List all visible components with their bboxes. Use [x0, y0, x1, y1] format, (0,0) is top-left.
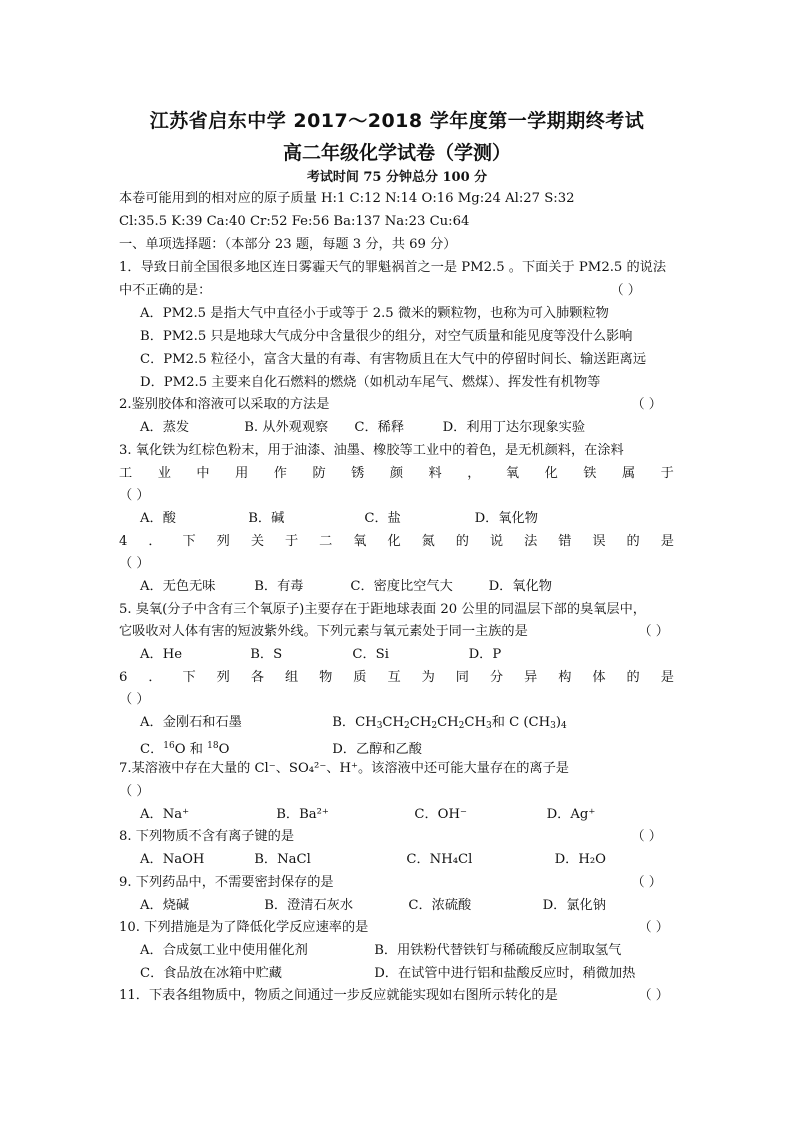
q9-options	[140, 897, 680, 915]
q6-option-c: C．$^{16}$O 和 $^{18}$O	[140, 741, 230, 757]
q8-option-a: A．NaOH	[140, 852, 205, 867]
q6-word: 异	[524, 670, 538, 685]
q5-stem-line-2	[119, 623, 679, 641]
q3-word: 业	[157, 466, 171, 481]
q7-option-c: C．OH⁻	[414, 807, 467, 822]
q6-word: 组	[284, 670, 299, 685]
q6-word: 物	[319, 670, 333, 685]
q6-options-row-2	[140, 737, 680, 759]
q3-word: 防	[312, 466, 326, 481]
q6-option-d: D．乙醇和乙酸	[332, 742, 422, 757]
q6-word: 分	[489, 670, 504, 685]
q8-options	[140, 851, 680, 869]
q9-option-a: A．烧碱	[140, 898, 190, 913]
q4-word: 化	[387, 534, 401, 549]
q4-word: 二	[319, 534, 333, 549]
q8-option-b: B．NaCl	[254, 852, 311, 867]
q4-answer-paren: （ ）	[119, 556, 150, 571]
q9-answer-paren: （ ）	[631, 875, 662, 890]
q5-stem-text: 它吸收对人体有害的短波紫外线。下列元素与氧元素处于同一主族的是	[119, 624, 528, 639]
q3-option-a: A．酸	[140, 511, 176, 526]
q5-option-d: D．P	[468, 647, 502, 662]
q1-option-b: B．PM2.5 只是地球大气成分中含量很少的组分，对空气质量和能见度等没什么影响	[140, 329, 633, 344]
q9-option-c: C．浓硫酸	[408, 898, 472, 913]
q9-stem-text: 9. 下列药品中，不需要密封保存的是	[119, 875, 334, 890]
q8-answer-paren: （ ）	[631, 829, 662, 844]
q2-stem-text: 2.鉴别胶体和溶液可以采取的方法是	[119, 397, 330, 412]
q3-word: 颜	[389, 466, 403, 481]
q4-word: ．	[148, 534, 162, 549]
q4-word: 4	[119, 534, 128, 549]
q11-stem-text: 11．下表各组物质中，物质之间通过一步反应就能实现如右图所示转化的是	[119, 988, 558, 1003]
q4-word: 于	[284, 534, 299, 549]
q2-option-a: A．蒸发	[140, 420, 190, 435]
exam-subtitle: 高二年级化学试卷（学测）	[282, 142, 511, 164]
q10-option-c: C．食品放在冰箱中贮藏	[140, 966, 282, 981]
q6-options-row-1	[140, 714, 680, 735]
q1-stem-line-2	[119, 282, 679, 300]
q4-word: 误	[592, 534, 606, 549]
q10-answer-paren: （ ）	[638, 920, 669, 935]
q3-word: ，	[467, 466, 481, 481]
q3-option-c: C．盐	[364, 511, 401, 526]
q3-word: 属	[621, 466, 636, 481]
q3-options	[140, 510, 680, 528]
q5-option-a: A．He	[140, 647, 183, 662]
q6-word: 列	[216, 670, 230, 685]
q6-word: 的	[626, 670, 640, 685]
q7-answer-paren: （ ）	[119, 784, 150, 799]
q4-word: 错	[558, 534, 572, 549]
q2-option-b: B. 从外观观察	[244, 420, 329, 435]
q10-stem-line	[119, 919, 679, 937]
q4-word: 的	[455, 534, 469, 549]
q4-option-b: B．有毒	[254, 579, 304, 594]
q6-word: 同	[455, 670, 469, 685]
q6-word: 下	[182, 670, 196, 685]
q6-word: 构	[558, 670, 572, 685]
q6-word: 体	[592, 670, 606, 685]
q11-stem-line	[119, 987, 679, 1005]
q8-stem-line	[119, 828, 679, 846]
q4-options	[140, 578, 680, 596]
q1-stem-text: 中不正确的是：	[119, 283, 212, 298]
q4-word: 是	[660, 534, 674, 549]
q6-option-b: B．$CH_3CH_2CH_2CH_2CH_3$和 C $(CH_3)_4$	[332, 715, 567, 731]
q6-word: 是	[660, 670, 674, 685]
q8-option-d: D．H₂O	[554, 852, 606, 867]
q6-word: ．	[148, 670, 162, 685]
q3-word: 氧	[505, 466, 520, 481]
q6-word: 各	[250, 670, 265, 685]
q2-option-d: D．利用丁达尔现象实验	[442, 420, 586, 435]
q3-word: 化	[544, 466, 558, 481]
q7-option-a: A．Na⁺	[140, 807, 190, 822]
q4-word: 的	[626, 534, 640, 549]
q10-stem-text: 10. 下列措施是为了降低化学反应速率的是	[119, 920, 369, 935]
section-heading: 一、单项选择题：（本部分 23 题，每题 3 分，共 69 分）	[119, 237, 457, 252]
q6-option-a: A．金刚石和石墨	[140, 715, 242, 730]
exam-time-score: 考试时间 75 分钟总分 100 分	[306, 170, 488, 185]
q3-word: 料	[428, 466, 442, 481]
q3-option-d: D．氧化物	[474, 511, 538, 526]
q5-option-c: C．Si	[352, 647, 389, 662]
q6-word: 质	[353, 670, 367, 685]
q3-word: 铁	[583, 466, 597, 481]
q4-stem-line	[119, 533, 674, 551]
q4-option-c: C．密度比空气大	[350, 579, 453, 594]
q4-option-d: D．氧化物	[488, 579, 552, 594]
q7-stem-line: 7.某溶液中存在大量的 Cl⁻、SO₄²⁻、H⁺。该溶液中还可能大量存在的离子是	[119, 761, 569, 776]
q9-stem-line	[119, 874, 679, 892]
q3-stem-line-2	[119, 465, 674, 483]
q2-options	[140, 419, 680, 437]
q8-option-c: C．NH₄Cl	[406, 852, 473, 867]
q6-word: 6	[119, 670, 128, 685]
q5-option-b: B．S	[250, 647, 283, 662]
q4-word: 下	[182, 534, 196, 549]
q3-stem-line-1: 3. 氧化铁为红棕色粉末，用于油漆、油墨、橡胶等工业中的着色，是无机颜料，在涂料	[119, 443, 624, 458]
q3-word: 作	[273, 466, 287, 481]
q4-word: 法	[524, 534, 538, 549]
q6-word: 互	[387, 670, 401, 685]
q5-answer-paren: （ ）	[638, 624, 669, 639]
q2-answer-paren: （ ）	[631, 397, 662, 412]
q11-answer-paren: （ ）	[638, 988, 669, 1003]
q6-answer-paren: （ ）	[119, 692, 150, 707]
q10-options-row-1	[140, 942, 680, 960]
q4-word: 说	[489, 534, 504, 549]
q3-answer-paren: （ ）	[119, 488, 150, 503]
q1-option-a: A．PM2.5 是指大气中直径小于或等于 2.5 微米的颗粒物，也称为可入肺颗粒物	[140, 306, 609, 321]
q5-options	[140, 646, 680, 664]
q8-stem-text: 8. 下列物质不含有离子键的是	[119, 829, 295, 844]
q2-option-c: C．稀释	[354, 420, 405, 435]
q3-word: 锈	[351, 466, 365, 481]
exam-title: 江苏省启东中学 2017～2018 学年度第一学期期终考试	[149, 110, 645, 132]
q7-option-b: B．Ba²⁺	[276, 807, 329, 822]
q10-option-d: D．在试管中进行铝和盐酸反应时，稍微加热	[374, 966, 636, 981]
q3-word: 用	[235, 466, 249, 481]
q1-stem-line-1: 1．导致日前全国很多地区连日雾霾天气的罪魁祸首之一是 PM2.5 。下面关于 PM2.5 的说法	[119, 260, 667, 275]
q4-word: 氧	[353, 534, 367, 549]
q4-option-a: A．无色无味	[140, 579, 216, 594]
q3-word: 于	[660, 466, 674, 481]
q6-word: 为	[421, 670, 435, 685]
q10-option-a: A．合成氨工业中使用催化剂	[140, 943, 308, 958]
q3-word: 中	[196, 466, 210, 481]
q4-word: 关	[250, 534, 265, 549]
q4-word: 氮	[421, 534, 435, 549]
q7-options	[140, 806, 680, 824]
q7-option-d: D．Ag⁺	[546, 807, 596, 822]
q10-options-row-2	[140, 965, 680, 983]
q10-option-b: B．用铁粉代替铁钉与稀硫酸反应制取氢气	[374, 943, 622, 958]
q1-option-d: D．PM2.5 主要来自化石燃料的燃烧（如机动车尾气、燃煤）、挥发性有机物等	[140, 375, 601, 390]
q3-word: 工	[119, 466, 133, 481]
q6-stem-line	[119, 669, 674, 687]
q1-answer-paren: （ ）	[610, 283, 641, 298]
q4-word: 列	[216, 534, 230, 549]
q9-option-b: B．澄清石灰水	[264, 898, 354, 913]
atomic-masses-line-1: 本卷可能用到的相对应的原子质量 H:1 C:12 N:14 O:16 Mg:24 Al:27 S:32	[119, 191, 575, 206]
atomic-masses-line-2: Cl:35.5 K:39 Ca:40 Cr:52 Fe:56 Ba:137 Na:23 Cu:64	[119, 214, 470, 229]
q5-stem-line-1: 5. 臭氧(分子中含有三个氧原子)主要存在于距地球表面 20 公里的同温层下部的臭氧层中，	[119, 602, 646, 617]
q3-option-b: B．碱	[248, 511, 285, 526]
q9-option-d: D．氯化钠	[542, 898, 606, 913]
q2-stem-line	[119, 396, 679, 414]
q1-option-c: C．PM2.5 粒径小，富含大量的有毒、有害物质且在大气中的停留时间长、输送距离远	[140, 352, 647, 367]
